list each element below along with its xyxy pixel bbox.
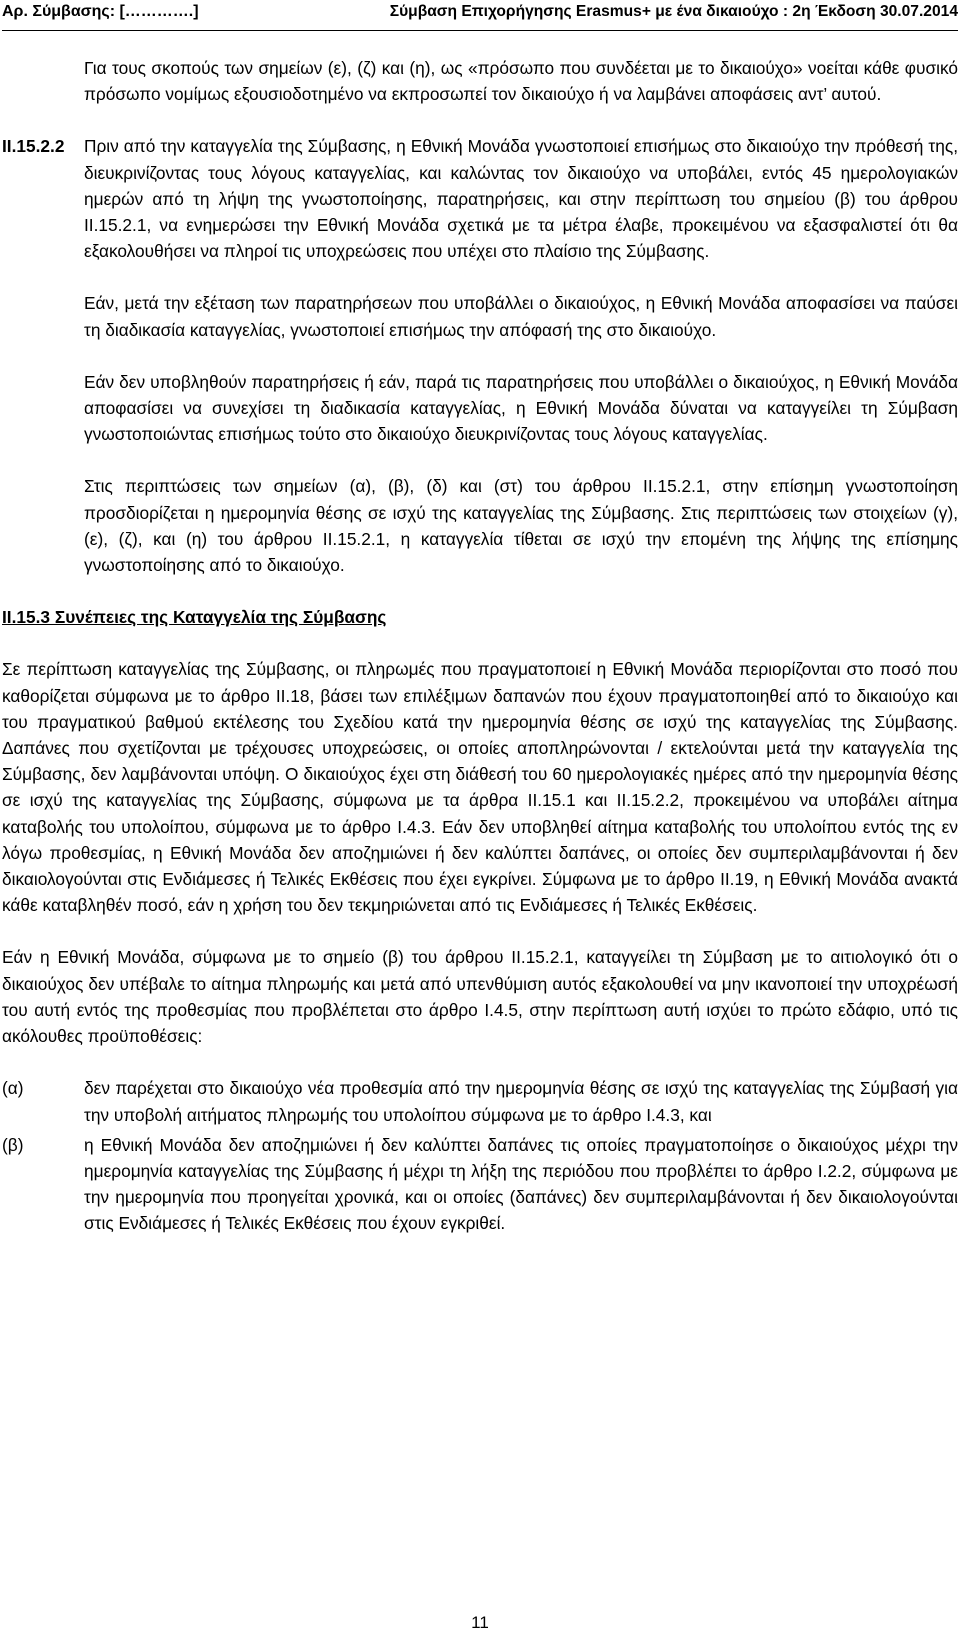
- page-number: 11: [471, 1613, 489, 1632]
- paragraph-continue-procedure: Εάν δεν υποβληθούν παρατηρήσεις ή εάν, παρά τις παρατηρήσεις που υποβάλλει ο δικαιούχος, η Εθνική Μονάδα αποφασίσει να συνεχίσει τη διαδικασία καταγγελίας, η Εθνική Μονάδα δύναται να καταγγείλει τη Σύμβαση γνωστοποιώντας επισήμως τούτο στο δικαιούχο διευκρινίζοντας τους λόγους καταγγελίας.: [84, 371, 958, 445]
- paragraph-stop-procedure: Εάν, μετά την εξέταση των παρατηρήσεων που υποβάλλει ο δικαιούχος, η Εθνική Μονάδα αποφασίσει να παύσει τη διαδικασία καταγγελίας, γνωστοποιεί επισήμως την απόφασή της στο δικαιούχο.: [84, 293, 958, 340]
- clause-ii-15-2-2: [2, 133, 958, 264]
- list-item: [2, 1075, 958, 1127]
- list-item: [2, 1132, 958, 1237]
- paragraph-termination-consequences: Σε περίπτωση καταγγελίας της Σύμβασης, οι πληρωμές που πραγματοποιεί η Εθνική Μονάδα περιορίζονται στο ποσό που καθορίζεται σύμφωνα με το άρθρο II.18, βάσει των επιλέξιμων δαπανών που έχουν πραγματοποιηθεί από το δικαιούχο και του πραγματικού βαθμού εκτέλεσης του Σχεδίου κατά την ημερομηνία θέσης σε ισχύ της καταγγελίας της Σύμβασης. Δαπάνες που σχετίζονται με τρέχουσες υποχρεώσεις, οι οποίες αποπληρώνονται / εκτελούνται μετά την καταγγελία της Σύμβασης, δεν λαμβάνονται υπόψη. Ο δικαιούχος έχει στη διάθεσή του 60 ημερολογιακές ημέρες από την ημερομηνία θέσης σε ισχύ της καταγγελίας της Σύμβασης, σύμφωνα με τα άρθρα II.15.1 και II.15.2.2, προκειμένου να υποβάλει αίτημα καταβολής του υπολοίπου, σύμφωνα με το άρθρο I.4.3. Εάν δεν υποβληθεί αίτημα καταβολής του υπολοίπου εντός της εν λόγω προθεσμίας, η Εθνική Μονάδα δεν αποζημιώνει ή δεν καλύπτει δαπάνες, οι οποίες δεν συμπεριλαμβάνονται ή δεν δικαιολογούνται στις Ενδιάμεσες ή Τελικές Εκθέσεις που έχει εγκρίνει. Σύμφωνα με το άρθρο II.19, η Εθνική Μονάδα ανακτά κάθε καταβληθέν ποσό, εάν η χρήση του δεν τεκμηριώνεται από τις Ενδιάμεσες ή Τελικές Εκθέσεις.: [2, 659, 958, 916]
- contract-number: Αρ. Σύμβασης: [………….]: [2, 3, 199, 20]
- section-heading: II.15.3 Συνέπειες της Καταγγελία της Σύμβασης: [2, 607, 387, 628]
- list-item-text: η Εθνική Μονάδα δεν αποζημιώνει ή δεν καλύπτει δαπάνες τις οποίες πραγματοποίησε ο δικαιούχος μέχρι την ημερομηνία καταγγελίας της Σύμβασης ή μέχρι τη λήξη της περιόδου που προβλέπει το άρθρο I.2.2, σύμφωνα με την ημερομηνία που προηγείται χρονικά, και οι οποίες (δαπάνες) δεν συμπεριλαμβάνονται ή δεν δικαιολογούνται στις Ενδιάμεσες ή Τελικές Εκθέσεις που έχουν εγκριθεί.: [84, 1134, 958, 1234]
- document-body: [2, 55, 958, 1237]
- page-header: [2, 0, 958, 31]
- clause-text: Πριν από την καταγγελία της Σύμβασης, η Εθνική Μονάδα γνωστοποιεί επισήμως στο δικαιούχο την πρόθεσή της, διευκρινίζοντας τους λόγους καταγγελίας, και καλώντας τον δικαιούχο να υποβάλει, εντός 45 ημερολογιακών ημερών από τη λήψη της γνωστοποίησης, παρατηρήσεις, και στην περίπτωση του σημείου (β) του άρθρου II.15.2.1, να ενημερώσει την Εθνική Μονάδα σχετικά με τα μέτρα έλαβε, προκειμένου να εξασφαλιστεί ότι θα εξακολουθήσει να πληροί τις υποχρεώσεις που υπέχει στο πλαίσιο της Σύμβασης.: [84, 136, 958, 262]
- document-title: Σύμβαση Επιχορήγησης Erasmus+ με ένα δικαιούχο : 2η Έκδοση 30.07.2014: [389, 3, 958, 20]
- paragraph-effective-date: Στις περιπτώσεις των σημείων (α), (β), (δ) και (στ) του άρθρου II.15.2.1, στην επίσημη γνωστοποίηση προσδιορίζεται η ημερομηνία θέσης σε ισχύ της καταγγελίας της Σύμβασης. Στις περιπτώσεις των στοιχείων (γ), (ε), (ζ), και (η) του άρθρου II.15.2.1, η καταγγελία τίθεται σε ισχύ την επομένη της λήψης της επίσημης γνωστοποίησης από το δικαιούχο.: [84, 476, 958, 576]
- list-item-label: (α): [2, 1078, 24, 1099]
- list-item-text: δεν παρέχεται στο δικαιούχο νέα προθεσμία από την ημερομηνία θέσης σε ισχύ της καταγγελίας της Σύμβασή για την υποβολή αιτήματος πληρωμής του υπολοίπου σύμφωνα με το άρθρο I.4.3, και: [84, 1078, 958, 1125]
- clause-number: II.15.2.2: [2, 136, 65, 157]
- paragraph-related-person: Για τους σκοπούς των σημείων (ε), (ζ) και (η), ως «πρόσωπο που συνδέεται με το δικαιούχο» νοείται κάθε φυσικό πρόσωπο νομίμως εξουσιοδοτημένο να εκπροσωπεί τον δικαιούχο ή να λαμβάνει αποφάσεις αντ’ αυτού.: [84, 58, 958, 105]
- list-item-label: (β): [2, 1134, 24, 1155]
- paragraph-payment-request: Εάν η Εθνική Μονάδα, σύμφωνα με το σημείο (β) του άρθρου II.15.2.1, καταγγείλει τη Σύμβαση με το αιτιολογικό ότι ο δικαιούχος δεν υπέβαλε το αίτημα πληρωμής και μετά από υπενθύμιση αυτός εξακολουθεί να μην ικανοποιεί την υποχρέωσή του αυτή εντός της προθεσμίας που προβλέπεται στο άρθρο I.4.5, στην περίπτωση αυτή ισχύει το πρώτο εδάφιο, υπό τις ακόλουθες προϋποθέσεις:: [2, 947, 958, 1047]
- conditions-list: [2, 1075, 958, 1236]
